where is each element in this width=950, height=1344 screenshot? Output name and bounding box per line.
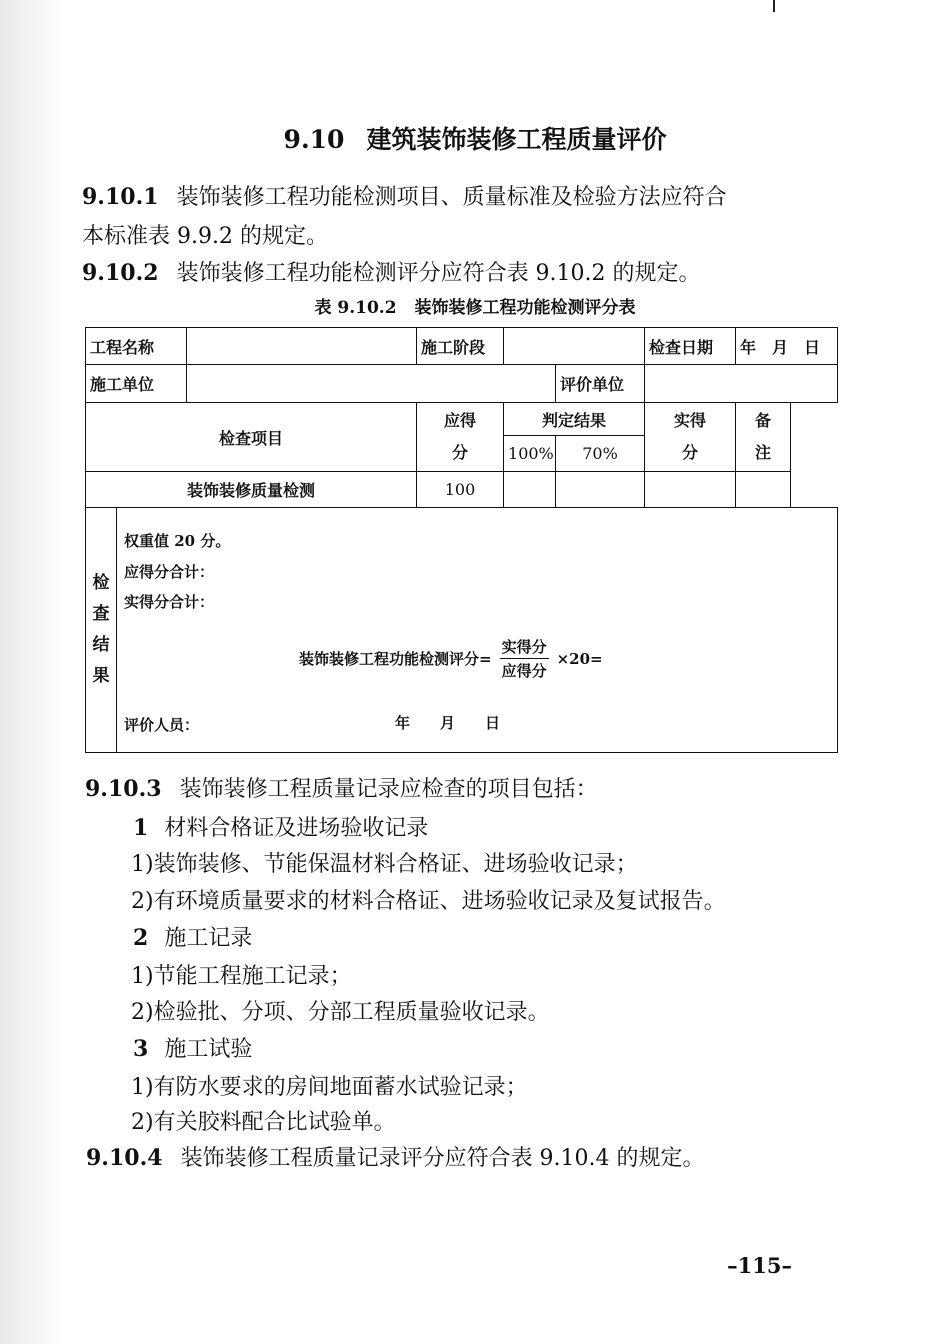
group-1-heading (133, 811, 428, 842)
group-number: 1 (133, 815, 149, 841)
formula-fraction (500, 636, 549, 681)
list-item: 1)装饰装修、节能保温材料合格证、进场验收记录； (131, 852, 638, 877)
clause-9-10-1-cont: 本标准表 9.9.2 的规定。 (82, 224, 328, 249)
section-title-text: 建筑装饰装修工程质量评价 (366, 125, 667, 154)
table-caption-title: 装饰装修工程功能检测评分表 (414, 298, 636, 318)
header-judgment: 判定结果 (504, 403, 645, 436)
header-pct-70: 70% (556, 436, 645, 472)
remark-top: 备 (755, 411, 772, 430)
item-score: 100 (417, 472, 504, 508)
group-number: 2 (133, 925, 149, 951)
evaluation-date: 年 月 日 (395, 714, 501, 732)
value-project-name (187, 328, 417, 365)
clause-9-10-2 (82, 256, 701, 287)
result-label: 检查结果 (92, 573, 110, 686)
actual-score-top: 实得 (674, 411, 707, 430)
clause-text: 装饰装修工程功能检测项目、质量标准及检验方法应符合 (176, 185, 727, 210)
list-item: 1)节能工程施工记录； (131, 964, 352, 989)
group-3-heading (133, 1032, 252, 1063)
due-score-top: 应得 (444, 411, 477, 430)
remark-bottom: 注 (755, 443, 772, 462)
table-caption-number: 表 9.10.2 (314, 298, 397, 318)
clause-number: 9.10.2 (82, 260, 159, 286)
score-formula (299, 636, 603, 681)
label-project-name: 工程名称 (86, 328, 187, 365)
value-construction-unit (187, 365, 556, 403)
header-remark (736, 403, 791, 472)
header-pct-100: 100% (504, 436, 556, 472)
clause-number: 9.10.3 (85, 776, 162, 802)
value-inspection-date: 年 月 日 (736, 328, 838, 365)
table-caption (0, 293, 950, 318)
section-title (0, 120, 950, 156)
clause-number: 9.10.1 (82, 184, 159, 210)
actual-total-text: 实得分合计： (124, 593, 215, 611)
item-remark (736, 472, 791, 508)
formula-numerator: 实得分 (500, 636, 549, 659)
clause-9-10-4 (86, 1141, 705, 1172)
formula-denominator: 应得分 (501, 662, 547, 680)
binding-line (773, 0, 775, 12)
score-table (85, 327, 838, 753)
clause-text: 装饰装修工程质量记录评分应符合表 9.10.4 的规定。 (180, 1146, 705, 1171)
header-due-score (417, 403, 504, 472)
list-item: 2)有环境质量要求的材料合格证、进场验收记录及复试报告。 (131, 889, 726, 914)
result-cell (117, 508, 838, 753)
weight-text: 权重值 20 分。 (124, 532, 231, 550)
value-evaluation-unit (645, 365, 838, 403)
section-number: 9.10 (283, 125, 345, 154)
header-actual-score (645, 403, 736, 472)
formula-label: 装饰装修工程功能检测评分= (299, 650, 492, 668)
group-title: 施工记录 (164, 926, 253, 951)
label-construction-unit: 施工单位 (86, 365, 187, 403)
label-inspection-date: 检查日期 (645, 328, 736, 365)
page-number: –115– (727, 1253, 792, 1278)
item-pct-100 (504, 472, 556, 508)
clause-text: 装饰装修工程功能检测评分应符合表 9.10.2 的规定。 (176, 261, 701, 286)
header-inspection-item: 检查项目 (86, 403, 417, 472)
group-title: 材料合格证及进场验收记录 (164, 816, 429, 841)
clause-text: 装饰装修工程质量记录应检查的项目包括： (179, 777, 598, 802)
clause-number: 9.10.4 (86, 1145, 163, 1171)
item-pct-70 (556, 472, 645, 508)
group-number: 3 (133, 1036, 149, 1062)
actual-score-bottom: 分 (682, 443, 699, 462)
page-scan-edge (0, 0, 62, 1344)
evaluator-label: 评价人员： (124, 716, 200, 734)
item-actual (645, 472, 736, 508)
item-name: 装饰装修质量检测 (86, 472, 417, 508)
list-item: 2)有关胶料配合比试验单。 (131, 1110, 396, 1135)
formula-multiplier: ×20= (556, 649, 603, 668)
list-item: 1)有防水要求的房间地面蓄水试验记录； (131, 1075, 528, 1100)
list-item: 2)检验批、分项、分部工程质量验收记录。 (131, 1000, 550, 1025)
due-total-text: 应得分合计： (124, 563, 215, 581)
value-construction-stage (504, 328, 645, 365)
label-construction-stage: 施工阶段 (417, 328, 504, 365)
group-title: 施工试验 (164, 1037, 253, 1062)
clause-9-10-1 (82, 180, 727, 211)
clause-9-10-3 (85, 772, 598, 803)
label-evaluation-unit: 评价单位 (556, 365, 645, 403)
due-score-bottom: 分 (452, 443, 469, 462)
group-2-heading (133, 921, 252, 952)
result-label-cell (86, 508, 117, 753)
